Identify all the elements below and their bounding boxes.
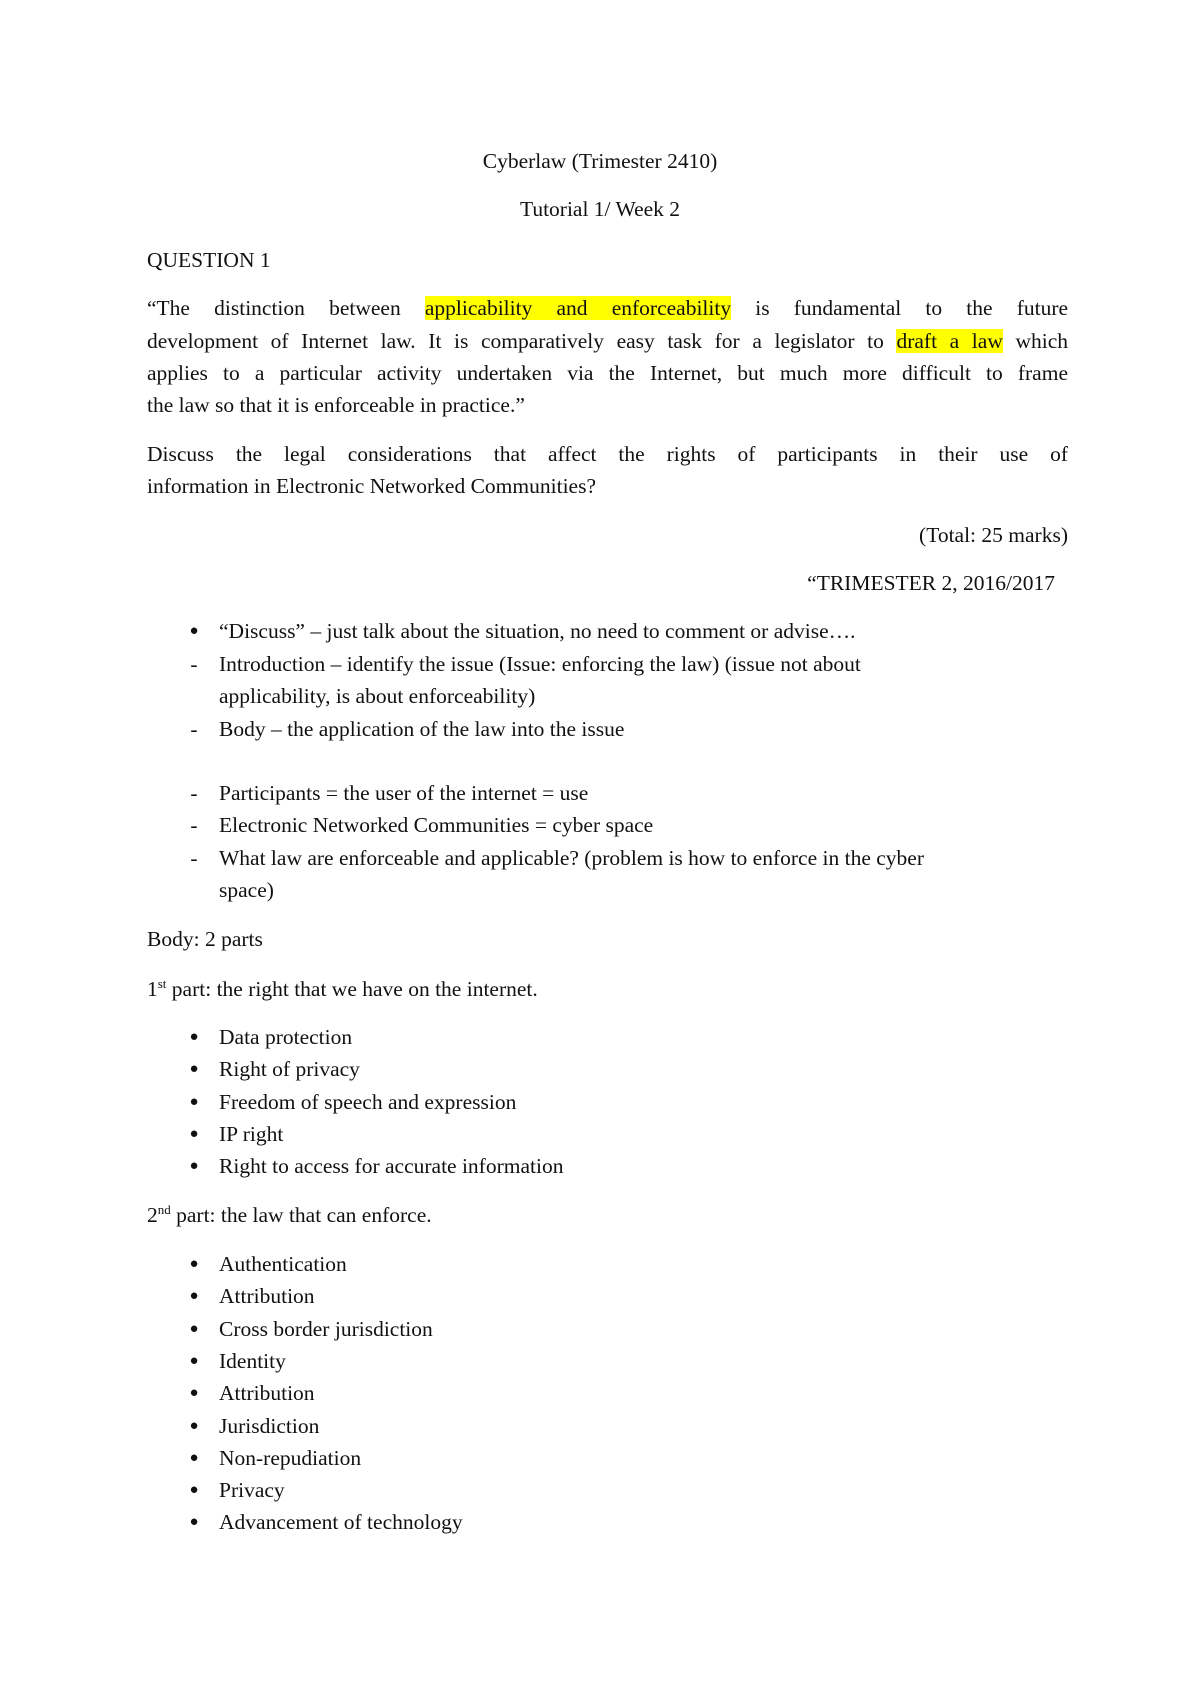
quote-line-1 <box>147 294 1068 322</box>
quote-text: development of Internet law. It is comparatively easy task for a legislator to <box>147 329 884 353</box>
note-discuss: “Discuss” – just talk about the situation, no need to comment or advise…. <box>219 619 856 643</box>
quote-text: “The distinction between <box>147 296 401 320</box>
bullet-icon: ● <box>189 1288 199 1305</box>
bullet-icon: ● <box>189 1256 199 1272</box>
list-item: Attribution <box>219 1284 315 1309</box>
highlight-applicability: applicability and enforceability <box>424 296 732 320</box>
note-intro-cont: applicability, is about enforceability) <box>219 684 536 708</box>
source-trimester: “TRIMESTER 2, 2016/2017 <box>807 571 1055 595</box>
list-item: Right of privacy <box>219 1057 360 1082</box>
bullet-icon: ● <box>189 1449 199 1466</box>
list-item: Non-repudiation <box>219 1445 362 1470</box>
bullet-icon: ● <box>189 1482 199 1499</box>
quote-line-4: the law so that it is enforceable in practice.” <box>147 393 525 417</box>
bullet-icon: ● <box>189 1514 199 1531</box>
part2-heading <box>147 1201 432 1229</box>
quote-line-2 <box>147 327 1068 355</box>
bullet-icon: ● <box>189 1352 199 1369</box>
bullet-icon: ● <box>189 1093 199 1110</box>
part-label: part: the right that we have on the internet. <box>166 977 538 1001</box>
list-item: Attribution <box>219 1381 315 1406</box>
part-label: part: the law that can enforce. <box>170 1203 432 1227</box>
list-item: Cross border jurisdiction <box>219 1316 433 1341</box>
total-marks: (Total: 25 marks) <box>919 523 1068 547</box>
bullet-icon: ● <box>189 1125 199 1142</box>
part-number: 2 <box>147 1203 158 1227</box>
document-subtitle: Tutorial 1/ Week 2 <box>519 197 681 221</box>
ordinal-suffix: st <box>157 976 167 991</box>
list-item: Identity <box>219 1348 286 1373</box>
dash-icon: - <box>190 813 198 837</box>
question-heading: QUESTION 1 <box>147 248 271 272</box>
note-what-law: What law are enforceable and applicable? (problem is how to enforce in the cyber <box>219 846 924 870</box>
dash-icon: - <box>190 717 198 741</box>
dash-icon: - <box>190 781 198 805</box>
dash-icon: - <box>190 846 198 870</box>
bullet-icon: ● <box>189 1158 199 1175</box>
highlight-draft-law: draft a law <box>896 329 1003 353</box>
prompt-line-1: Discuss the legal considerations that affect the rights of participants in their use of <box>147 442 1068 466</box>
note-enc: Electronic Networked Communities = cyber space <box>219 813 654 837</box>
part1-heading <box>147 975 538 1003</box>
bullet-icon: ● <box>189 1417 199 1434</box>
list-item: Freedom of speech and expression <box>219 1089 517 1114</box>
quote-line-3: applies to a particular activity undertaken via the Internet, but much more difficult to frame <box>147 361 1068 385</box>
bullet-icon: ● <box>189 1320 199 1337</box>
body-heading: Body: 2 parts <box>147 927 263 951</box>
bullet-icon: ● <box>189 623 199 639</box>
list-item: IP right <box>219 1121 284 1146</box>
list-item: Authentication <box>219 1252 347 1276</box>
list-item: Jurisdiction <box>219 1413 320 1438</box>
list-item: Right to access for accurate information <box>219 1154 564 1179</box>
list-item: Privacy <box>219 1478 285 1503</box>
ordinal-suffix: nd <box>157 1202 171 1217</box>
bullet-icon: ● <box>189 1385 199 1402</box>
note-participants: Participants = the user of the internet = use <box>219 781 589 805</box>
dash-icon: - <box>190 652 198 676</box>
list-item: Advancement of technology <box>219 1510 463 1535</box>
quote-text: which <box>1015 329 1069 353</box>
list-item: Data protection <box>219 1025 353 1049</box>
part-number: 1 <box>147 977 158 1001</box>
note-body: Body – the application of the law into the issue <box>219 717 625 741</box>
quote-text: is fundamental to the future <box>755 296 1069 320</box>
prompt-line-2: information in Electronic Networked Communities? <box>147 474 597 498</box>
document-title: Cyberlaw (Trimester 2410) <box>482 149 718 173</box>
bullet-icon: ● <box>189 1061 199 1078</box>
bullet-icon: ● <box>189 1029 199 1045</box>
note-intro: Introduction – identify the issue (Issue: enforcing the law) (issue not about <box>219 652 861 676</box>
note-what-law-cont: space) <box>219 878 274 902</box>
